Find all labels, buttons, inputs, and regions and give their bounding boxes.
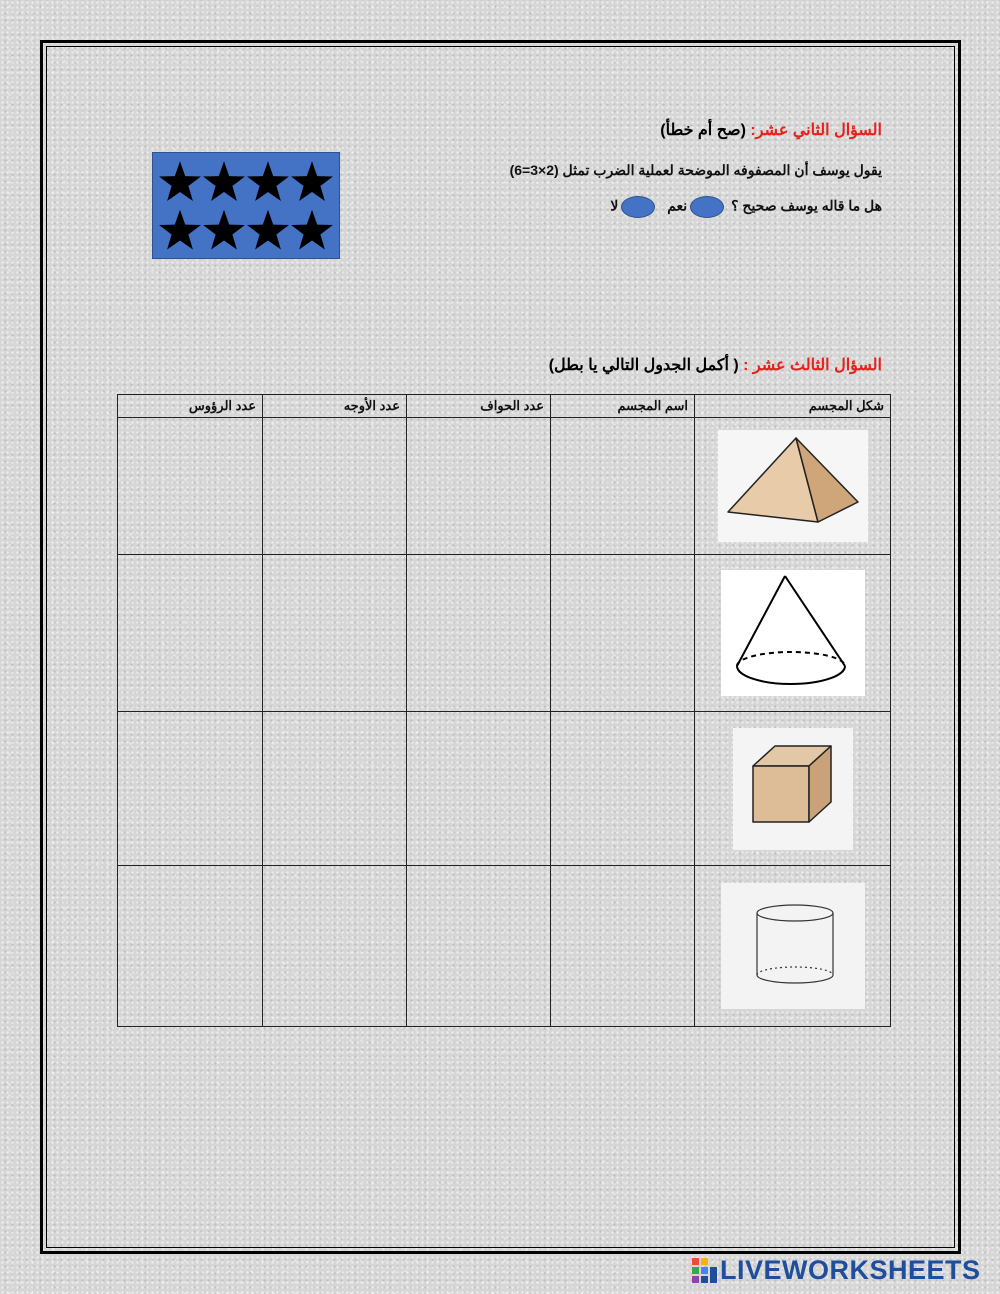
- faces-input-cell[interactable]: [263, 712, 407, 866]
- shape-cell: [695, 418, 891, 555]
- name-input-cell[interactable]: [551, 866, 695, 1027]
- answer-no-label: لا: [610, 197, 619, 214]
- answer-yes-label: نعم: [667, 197, 688, 214]
- table-row: [118, 866, 891, 1027]
- vertices-input-cell[interactable]: [118, 866, 263, 1027]
- answer-no-oval[interactable]: [621, 196, 655, 218]
- liveworksheets-logo-icon: [692, 1258, 718, 1284]
- cylinder-icon: [721, 883, 865, 1009]
- question-12-statement: يقول يوسف أن المصفوفه الموضحة لعملية الضرب تمثل (2×3=6): [509, 162, 882, 178]
- header-shape: شكل المجسم: [695, 395, 891, 418]
- faces-input-cell[interactable]: [263, 555, 407, 712]
- question-13-type: ( أكمل الجدول التالي يا بطل): [548, 357, 744, 374]
- answer-yes-oval[interactable]: [690, 196, 724, 218]
- table-row: [118, 418, 891, 555]
- cone-icon: [721, 570, 865, 696]
- shape-cell: [695, 555, 891, 712]
- question-12-type: (صح أم خطأ): [660, 122, 751, 139]
- question-12-number: السؤال الثاني عشر:: [750, 122, 882, 139]
- name-input-cell[interactable]: [551, 418, 695, 555]
- liveworksheets-logo: [690, 1254, 990, 1286]
- vertices-input-cell[interactable]: [118, 712, 263, 866]
- solids-table: [117, 394, 891, 1027]
- header-edges: عدد الحواف: [407, 395, 551, 418]
- edges-input-cell[interactable]: [407, 418, 551, 555]
- header-vertices: عدد الرؤوس: [118, 395, 263, 418]
- header-faces: عدد الأوجه: [263, 395, 407, 418]
- table-row: [118, 712, 891, 866]
- name-input-cell[interactable]: [551, 712, 695, 866]
- edges-input-cell[interactable]: [407, 712, 551, 866]
- vertices-input-cell[interactable]: [118, 418, 263, 555]
- cube-icon: [733, 728, 853, 850]
- edges-input-cell[interactable]: [407, 866, 551, 1027]
- liveworksheets-logo-text: LIVEWORKSHEETS: [720, 1255, 981, 1285]
- star-array-image: [152, 152, 340, 259]
- table-row: [118, 555, 891, 712]
- edges-input-cell[interactable]: [407, 555, 551, 712]
- name-input-cell[interactable]: [551, 555, 695, 712]
- question-12-question: هل ما قاله يوسف صحيح ؟: [731, 197, 882, 214]
- question-13-title: [549, 355, 882, 375]
- shape-cell: [695, 866, 891, 1027]
- shape-cell: [695, 712, 891, 866]
- header-name: اسم المجسم: [551, 395, 695, 418]
- pyramid-icon: [718, 430, 868, 542]
- question-12-title: [660, 120, 882, 140]
- vertices-input-cell[interactable]: [118, 555, 263, 712]
- faces-input-cell[interactable]: [263, 418, 407, 555]
- table-header-row: [118, 395, 891, 418]
- question-13-number: السؤال الثالث عشر :: [743, 357, 882, 374]
- faces-input-cell[interactable]: [263, 866, 407, 1027]
- question-12-prompt: [610, 196, 882, 218]
